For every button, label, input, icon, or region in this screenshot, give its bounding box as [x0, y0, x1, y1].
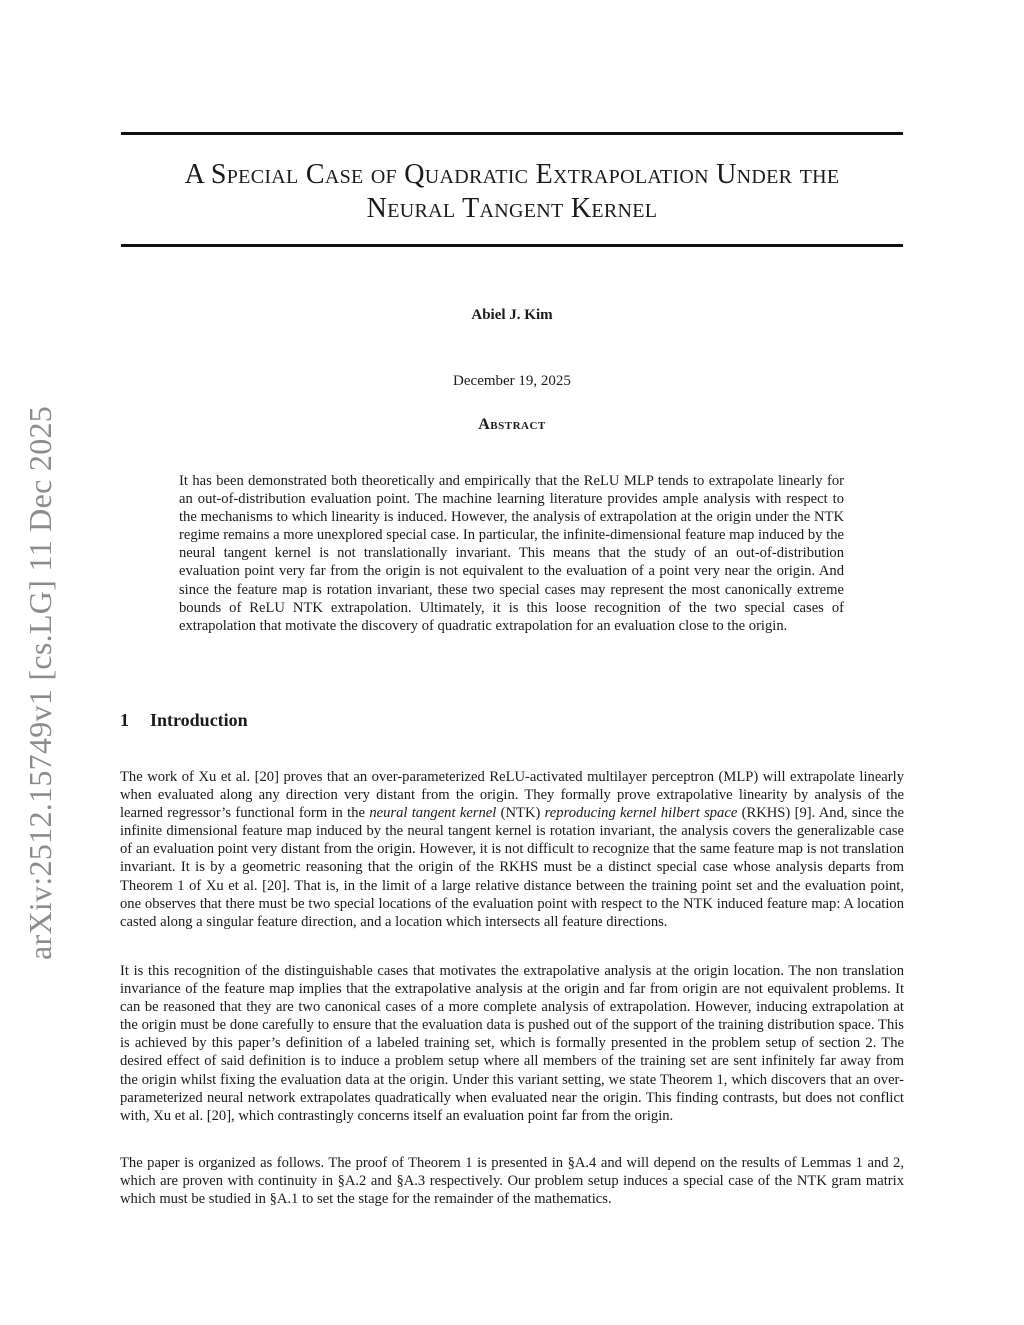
para1-text-c: (RKHS) [9]. And, since the infinite dimensional feature map induced by the neural tangent kernel is rotation invariant, the analysis covers the generalizable case of an evaluation point very distant from the origin. However, it is not difficult to recognize that the same feature map is not translation invariant. It is by a geometric reasoning that the origin of the RKHS must be a distinct special case whose analysis departs from Theorem 1 of Xu et al. [20]. That is, in the limit of a large relative distance between the training point set and the evaluation point, one observes that there must be two special locations of the evaluation point with respect to the NTK induced feature map: A location casted along a singular feature direction, and a location which intersects all feature directions.	[120, 805, 904, 930]
section-number: 1	[120, 710, 129, 730]
para1-emphasis-rkhs: reproducing kernel hilbert space	[544, 805, 738, 822]
introduction-paragraph-2: It is this recognition of the distinguishable cases that motivates the extrapolative analysis at the origin location. The non translation invariance of the feature map implies that the extrapolative analysis at the origin and far from origin are not equivalent problems. It can be reasoned that they are two canonical cases of a more complete analysis of extrapolation. However, inducing extrapolation at the origin must be done carefully to ensure that the evaluation data is pushed out of the support of the training distribution space. This is achieved by this paper’s definition of a labeled training set, which is formally presented in the problem setup of section 2. The desired effect of said definition is to induce a problem setup where all members of the training set are sent infinitely far away from the origin whilst fixing the evaluation data at the origin. Under this variant setting, we state Theorem 1, which discovers that an over-parameterized neural network extrapolates quadratically when evaluated near the origin. This finding contrasts, but does not conflict with, Xu et al. [20], which contrastingly concerns itself an evaluation point far from the origin.	[120, 963, 904, 1124]
paper-title-line-1: A Special Case of Quadratic Extrapolation Under the	[184, 159, 840, 190]
paper-title	[121, 158, 903, 226]
paper-title-line-2: Neural Tangent Kernel	[366, 193, 658, 224]
section-heading-introduction	[120, 710, 248, 731]
abstract-heading: Abstract	[478, 416, 546, 433]
section-title: Introduction	[150, 710, 248, 730]
author-name: Abiel J. Kim	[471, 307, 553, 323]
introduction-paragraph-3: The paper is organized as follows. The proof of Theorem 1 is presented in §A.4 and will depend on the results of Lemmas 1 and 2, which are proven with continuity in §A.2 and §A.3 respectively. Our problem setup induces a special case of the NTK gram matrix which must be studied in §A.1 to set the stage for the remainder of the mathematics.	[120, 1155, 904, 1208]
title-top-rule	[121, 132, 903, 135]
para1-text-b: (NTK)	[496, 805, 545, 822]
abstract-text: It has been demonstrated both theoretically and empirically that the ReLU MLP tends to extrapolate linearly for an out-of-distribution evaluation point. The machine learning literature provides ample analysis with respect to the mechanisms to which linearity is induced. However, the analysis of extrapolation at the origin under the NTK regime remains a more unexplored special case. In particular, the infinite-dimensional feature map induced by the neural tangent kernel is not translationally invariant. This means that the study of an out-of-distribution evaluation point very far from the origin is not equivalent to the evaluation of a point very near the origin. And since the feature map is rotation invariant, these two special cases may represent the most canonically extreme bounds of ReLU NTK extrapolation. Ultimately, it is this loose recognition of the two special cases of extrapolation that motivate the discovery of quadratic extrapolation for an evaluation close to the origin.	[179, 473, 844, 634]
introduction-paragraph-1	[120, 768, 904, 931]
arxiv-identifier-stamp: arXiv:2512.15749v1 [cs.LG] 11 Dec 2025	[22, 405, 58, 960]
para1-emphasis-ntk: neural tangent kernel	[369, 805, 497, 822]
publication-date: December 19, 2025	[453, 373, 571, 389]
para1-text-a: The work of Xu et al. [20] proves that an over-parameterized ReLU-activated multilayer perceptron (MLP) will extrapolate linearly when evaluated along any direction very distant from the origin. They formally prove extrapolative linearity by analysis of the learned regressor’s functional form in the	[120, 769, 904, 822]
title-bottom-rule	[121, 244, 903, 247]
